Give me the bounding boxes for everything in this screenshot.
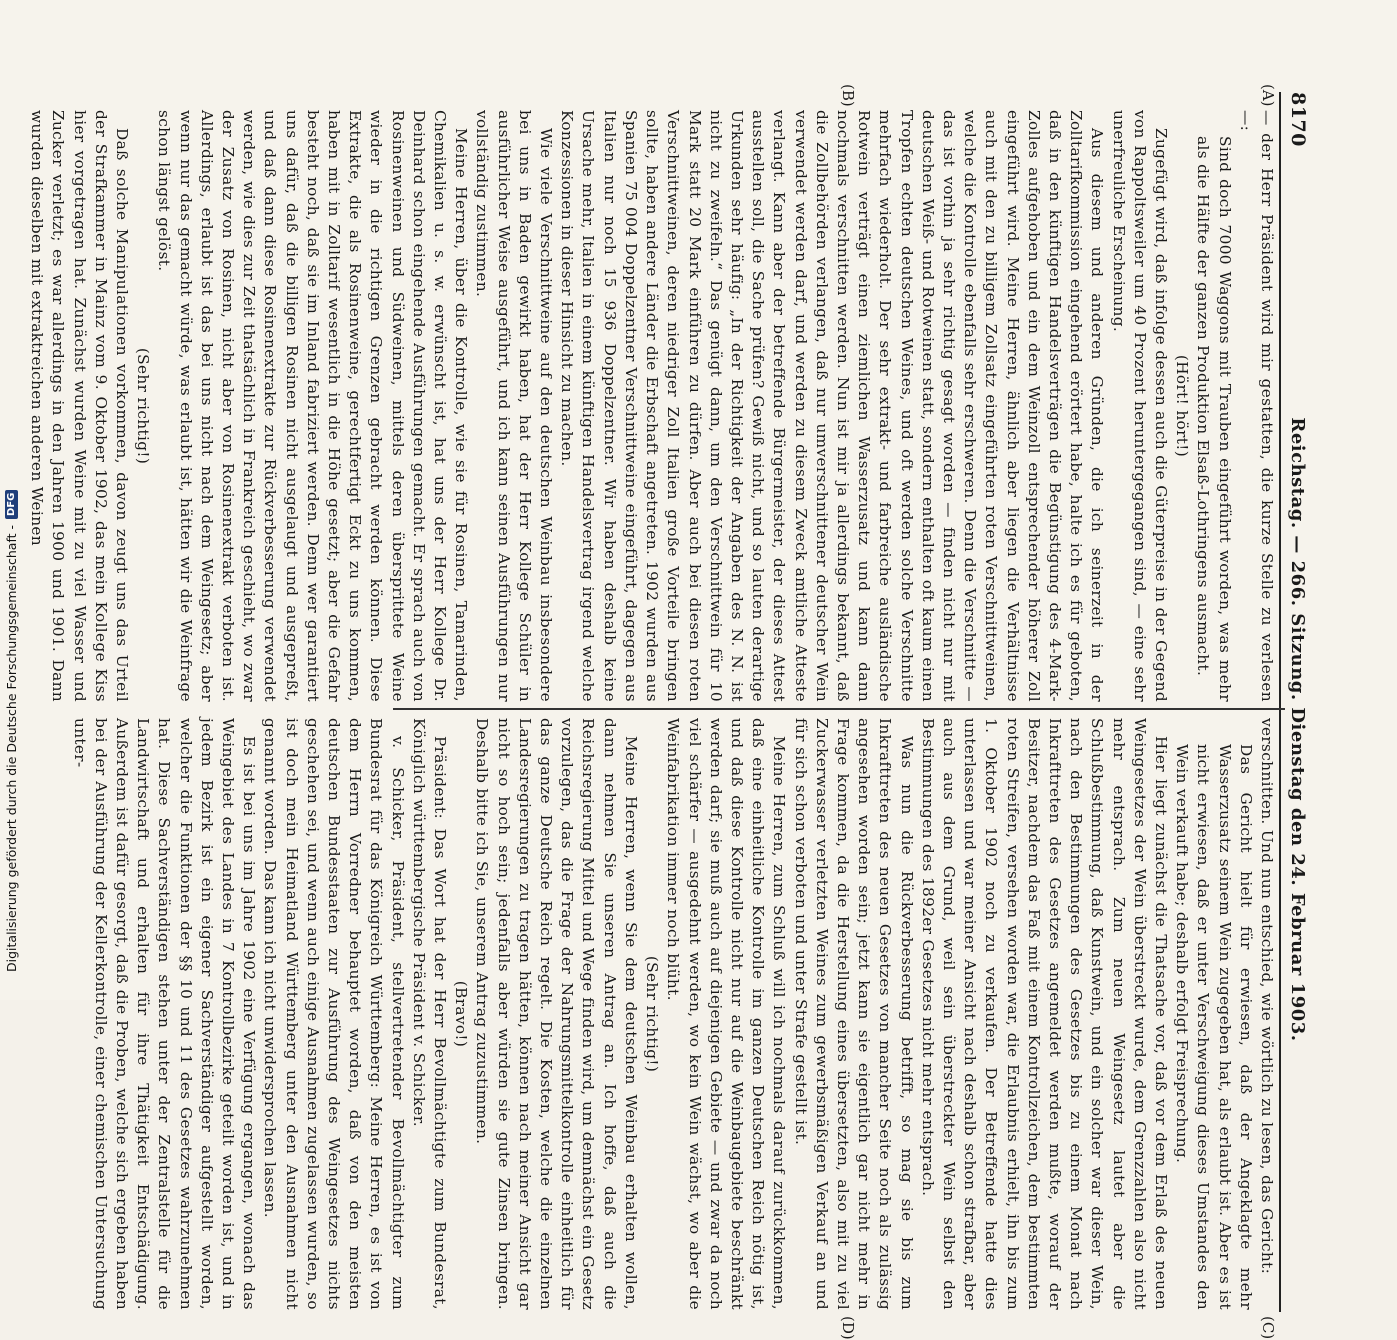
paragraph: (Sehr richtig!) (134, 347, 153, 465)
paragraph: — der Herr Präsident wird mir gestatten, die kurze Stelle zu verlesen —: (1236, 110, 1276, 702)
paragraph: Meine Herren, wenn Sie dem deutschen Weinbau erhalten wollen, dann nehmen Sie unseren Antrag an. Ich hoffe, daß auch die Reichsregierung Mittel und Wege finden wird, um demnächst ein Gesetz vorzulegen, das die Frage der Nahrungsmittelkontrolle einheitlich für das ganze Deutsche Reich regelt. Die Kosten, welche die einzelnen Landesregierungen zu tragen hätten, können nach meiner Ansicht gar nicht so hoch sein; jedenfalls aber würden sie gute Zinsen bringen. Deshalb bitte ich Sie, unserem Antrag zuzustimmen. (473, 718, 640, 1310)
margin-marker-b: (B) (839, 84, 857, 107)
margin-marker-c: (C) (1259, 1316, 1277, 1340)
paragraph: Aus diesem und anderen Gründen, die ich seinerzeit in der Zolltarifkommission eingehend erörtert habe, halte ich es für geboten, daß in den künftigen Handelsverträgen die Begünstigung des 4-Mark-Zolles aufgehoben und ein dem Weinzoll entsprechender höherer Zoll eingeführt wird. Meine Herren, ähnlich aber liegen die Verhältnisse auch mit den zu billigem Zollsatz eingeführten roten Verschnittweinen, welche die Kontrolle ebenfalls sehr erschweren. Denn die Verschnitte — das ist vorhin ja sehr richtig gesagt worden — finden nicht nur mit deutschen Weiß- und Rotweinen statt, sondern enthalten oft kaum einen Tropfen echten deutschen Weines, und oft werden solche Verschnitte mehrfach wiederholt. Der sehr extrakt- und farbreiche ausländische Rotwein verträgt einen ziemlichen Wasserzusatz und kann dann nochmals verschnitten werden. Nun ist mir ja allerdings bekannt, daß die Zollbehörden verlangen, daß nur umverschnittener deutscher Wein verwendet werden darf, und werden zu diesem Zweck amtliche Atteste verlangt. Kann aber der betreffende Bürgermeister, der dieses Attest ausstellen soll, die Sache prüfen? Gewiß nicht, und so lauten derartige Urkunden sehr häufig: „In der Richtigkeit der Angaben des N. N. ist nicht zu zweifeln.“ Das genügt dann, um den Verschnittwein für 10 Mark statt 20 Mark einführen zu dürfen. Aber auch bei diesen roten Verschnittweinen, deren niedriger Zoll Italien große Vorteile bringen sollte, haben andere Länder die Erbschaft angetreten. 1902 wurden aus Spanien 75 004 Doppelzentner Verschnittweine eingeführt, dagegen aus Italien nur noch 15 936 Doppelzentner. Wir haben deshalb keine Ursache mehr, Italien in einem künftigen Handelsvertrag irgend welche Konzessionen in dieser Hinsicht zu machen. (558, 110, 1107, 702)
paragraph: Was nun die Rückverbesserung betrifft, so mag sie bis zum Inkrafttreten des neuen Gesetzes von mancher Seite noch als zulässig angesehen worden sein; jetzt kann sie eigentlich gar nicht mehr in Frage kommen, da die Herstellung eines übersetzten, also mit zu viel Zuckerwasser verletzten Weines zum gewerbsmäßigen Verkauf an und für sich schon verboten und unter Strafe gestellt ist. (791, 718, 916, 1310)
paragraph: (Hört! hört!) (1173, 354, 1192, 458)
left-column (28, 110, 1277, 702)
paragraph: Zugefügt wird, daß infolge dessen auch die Güterpreise in der Gegend von Rappoltsweiler um 40 Prozent heruntergegangen sind, — eine sehr unerfreuliche Erscheinung. (1109, 110, 1170, 702)
column-divider (393, 708, 1285, 710)
page-header (1283, 92, 1309, 1312)
page-title: Reichstag. — 266. Sitzung. Dienstag den 24. Februar 1903. (1287, 417, 1308, 1042)
page-number: 8170 (1287, 92, 1309, 147)
paragraph: Sind doch 7000 Waggons mit Trauben eingeführt worden, was mehr als die Hälfte der ganzen Produktion Elsaß-Lothringens ausmacht. (1194, 136, 1234, 702)
paragraph: Präsident: Das Wort hat der Herr Bevollmächtigte zum Bundesrat, Königlich württembergische Präsident v. Schicker. (409, 718, 450, 1310)
margin-marker-a: (A) (1259, 84, 1277, 107)
digitization-text: Digitalisierung gefördert durch die Deutsche Forschungsgemeinschaft - (3, 524, 19, 972)
paragraph: (Bravo!) (452, 980, 471, 1048)
paragraph: Hier liegt zunächst die Thatsache vor, daß vor dem Erlaß des neuen Weingesetzes der Wein überstreckt wurde, dem Grenzzahlen also nicht mehr entsprach. Zum neuen Weingesetz lautet aber die Schlußbestimmung, daß Kunstwein, und ein solcher war dieser Wein, nach den Bestimmungen des Gesetzes bis zu einem Monat nach Inkrafttreten des Gesetzes angemeldet werden mußte, worauf der Besitzer, nachdem das Faß mit einem Kontrollzeichen, dem bestimmten roten Streifen, versehen worden war, die Erlaubnis erhielt, ihn bis zum 1. Oktober 1902 noch zu verkaufen. Der Betreffende hatte dies unterlassen und war meiner Ansicht nach deshalb schon strafbar, aber auch aus dem Grund, weil sein überstreckter Wein selbst den Bestimmungen des 1892er Gesetzes nicht mehr entsprach. (918, 718, 1170, 1310)
right-column (70, 718, 1277, 1310)
paragraph: (Sehr richtig!) (643, 955, 662, 1073)
paragraph: Wie viele Verschnittweine auf den deutschen Weinbau insbesondere bei uns in Baden gewirkt haben, hat der Herr Kollege Schüler in ausführlicher Weise ausgeführt, und ich kann seinen Ausführungen nur vollständig zustimmen. (473, 110, 556, 702)
margin-marker-d: (D) (839, 1316, 857, 1340)
paragraph: v. Schicker, Präsident, stellvertretender Bevollmächtigter zum Bundesrat für das Königreich Württemberg: Meine Herren, es ist von dem Herrn Vorredner behauptet worden, daß von den meisten deutschen Bundesstaaten zur Ausführung des Weingesetzes nichts geschehen sei, und wenn auch einige Ausnahmen zugelassen wurden, so ist doch mein Heimatland Württemberg unter den Ausnahmen nicht genannt worden. Das kann ich nicht unwidersprochen lassen. (261, 718, 407, 1310)
digitization-note (0, 0, 22, 1000)
paragraph: Meine Herren, zum Schluß will ich nochmals darauf zurückkommen, daß eine einheitliche Kontrolle im ganzen Deutschen Reich nötig ist, und daß diese Kontrolle nicht nur auf die Weinbaugebiete beschränkt werden darf; sie muß auch auf diejenigen Gebiete — und zwar da noch viel schärfer — ausgedehnt werden, wo kein Wein wächst, wo aber die Weinfabrikation immer noch blüht. (664, 718, 789, 1310)
paragraph: Meine Herren, über die Kontrolle, wie sie für Rosinen, Tamarinden, Chemikalien u. s. w. erwünscht ist, hat uns der Herr Kollege Dr. Deinhard schon eingehende Ausführungen gemacht. Er sprach auch von Rosinenweinen und Südweinen, mittels deren übersprittete Weine wieder in die richtigen Grenzen gebracht werden können. Diese Extrakte, die als Rosinenweine, gerechtfertigt Eckt zu uns kommen, haben mit in Zolltarif wesentlich in die Höhe gesetzt; aber die Gefahr besteht noch, daß sie im Inland fabriziert werden. Denn wer garantiert uns dafür, daß die billigen Rosinen nicht ausgelaugt und ausgepreßt, und daß dann diese Rosinenextrakte zur Rückverbesserung verwendet werden, wie dies zur Zeit thatsächlich in Frankreich geschieht, wo zwar der Zusatz von Rosinen, nicht aber von Rosinenextrakt verboten ist. Allerdings, erlaubt ist das bei uns nicht nach dem Weingesetz; aber wenn nur das gemacht würde, was erlaubt ist, hätten wir die Weinfrage schon längst gelöst. (155, 110, 471, 702)
dfg-logo: DFG (5, 490, 18, 519)
paragraph: Das Gericht hielt für erwiesen, daß der Angeklagte mehr Wasserzusatz seinem Wein zugegeben hat, als erlaubt ist. Aber es ist nicht erwiesen, daß er unter Verschweigung dieses Umstandes den Wein verkauft habe; deshalb erfolgt Freisprechung. (1173, 744, 1255, 1310)
paragraph: Daß solche Manipulationen vorkommen, davon zeugt uns das Urteil der Strafkammer in Mainz vom 9. Oktober 1902, das mein Kollege Kiss hier vorgetragen hat. Zunächst wurden Weine mit zu viel Wasser und Zucker verletzt; es war allerdings in den Jahren 1900 und 1901. Dann wurden dieselben mit extraktreichen anderen Weinen (28, 110, 132, 702)
paragraph: Es ist bei uns im Jahre 1902 eine Verfügung ergangen, wonach das Weingebiet des Landes in 7 Kontrollbezirke geteilt worden ist, und in jedem Bezirk ist ein eigener Sachverständiger aufgestellt worden, welcher die Funktionen der §§ 10 und 11 des Gesetzes wahrzunehmen hat. Diese Sachverständigen stehen unter der Zentralstelle für die Landwirtschaft und erhalten für ihre Thätigkeit Entschädigung. Außerdem ist dafür gesorgt, daß die Proben, welche sich ergeben haben bei der Ausführung der Kellerkontrolle, einer chemischen Untersuchung unter- (70, 718, 259, 1310)
paragraph: verschnitten. Und nun entschied, wie wörtlich zu lesen, das Gericht: (1258, 718, 1276, 1275)
header-rule (1279, 92, 1281, 1312)
